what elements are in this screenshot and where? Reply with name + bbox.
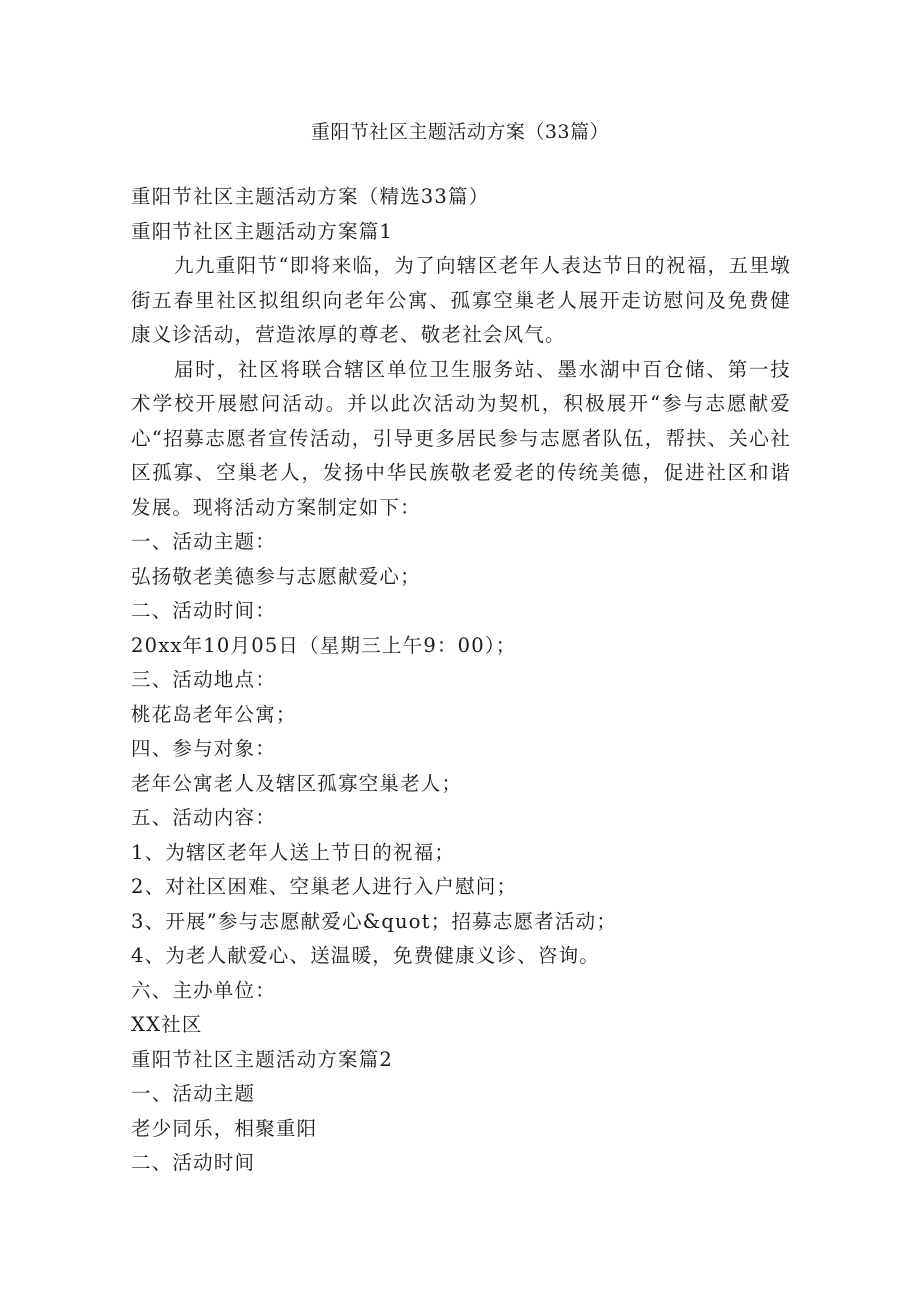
list-item: 20xx年10月05日（星期三上午9：00）； [131,633,517,657]
list-item: 弘扬敬老美德参与志愿献爱心； [131,564,421,588]
body-paragraph: 九九重阳节“即将来临，为了向辖区老年人表达节日的祝福，五里墩街五春里社区拟组织向老年公寓、孤寡空巢老人展开走访慰问及免费健康义诊活动，营造浓厚的尊老、敬老社会风气。 [131,254,791,346]
document-body [131,180,791,1181]
list-heading: 一、活动主题 [131,1082,256,1105]
list-item: XX社区 [131,1013,203,1036]
document-title: 重阳节社区主题活动方案（33篇） [310,121,610,143]
subtitle-line: 重阳节社区主题活动方案（精选33篇） [131,185,490,208]
list-heading: 三、活动地点： [131,668,276,691]
list-item: 4、为老人献爱心、送温暖，免费健康义诊、咨询。 [131,944,601,967]
list-item: 老年公寓老人及辖区孤寡空巢老人； [131,771,463,795]
list-item: 3、开展”参与志愿献爱心&quot；招募志愿者活动； [131,909,618,933]
list-heading: 一、活动主题： [131,530,276,553]
list-heading: 二、活动时间 [131,1151,256,1174]
list-heading: 二、活动时间： [131,599,276,622]
section-heading: 重阳节社区主题活动方案篇2 [131,1047,394,1071]
list-item: 1、为辖区老年人送上节日的祝福； [131,840,456,864]
body-paragraph: 届时，社区将联合辖区单位卫生服务站、墨水湖中百仓储、第一技术学校开展慰问活动。并以此次活动为契机，积极展开“参与志愿献爱心“招募志愿者宣传活动，引导更多居民参与志愿者队伍，帮扶、关心社区孤寡、空巢老人，发扬中华民族敬老爱老的传统美德，促进社区和谐发展。现将活动方案制定如下： [131,357,791,519]
list-item: 老少同乐，相聚重阳 [131,1116,318,1140]
list-heading: 五、活动内容： [131,806,276,829]
list-item: 桃花岛老年公寓； [131,702,297,726]
list-heading: 四、参与对象： [131,737,276,760]
list-heading: 六、主办单位： [131,978,276,1002]
list-item: 2、对社区困难、空巢老人进行入户慰问； [131,875,518,898]
section-heading: 重阳节社区主题活动方案篇1 [131,219,394,243]
